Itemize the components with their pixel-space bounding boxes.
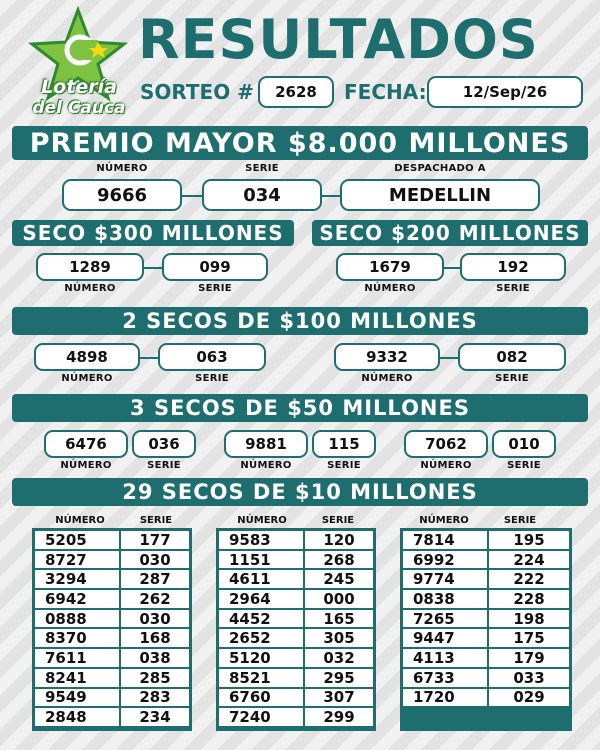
serie-cell: 285 <box>121 669 189 687</box>
serie-cell: 179 <box>489 649 569 667</box>
seco300-serie: 099 <box>162 253 268 281</box>
table-row <box>34 530 190 550</box>
secos10-table-2 <box>216 528 376 731</box>
table-row <box>402 530 570 550</box>
serie-cell: 165 <box>305 610 373 628</box>
premio-despachado: MEDELLIN <box>340 179 540 211</box>
table-row <box>34 609 190 629</box>
secos100-serie: 082 <box>458 343 566 371</box>
numero-cell: 6992 <box>403 551 487 569</box>
seco300-serie-label: SERIE <box>198 283 232 294</box>
fecha-label: FECHA: <box>344 80 427 104</box>
col-header-serie: SERIE <box>503 515 537 526</box>
secos50-serie: 010 <box>492 430 556 458</box>
serie-cell: 030 <box>121 610 189 628</box>
table-row <box>402 628 570 648</box>
serie-cell: 195 <box>489 531 569 549</box>
seco200-serie-label: SERIE <box>496 283 530 294</box>
sorteo-value: 2628 <box>258 76 334 108</box>
secos10-table-1 <box>32 528 192 731</box>
table-row <box>34 569 190 589</box>
table-row <box>218 569 374 589</box>
connector <box>142 267 164 269</box>
numero-cell: 7240 <box>219 708 303 726</box>
page-title: RESULTADOS <box>138 8 539 71</box>
table-row <box>218 530 374 550</box>
secos50-serie-label: SERIE <box>147 460 181 471</box>
table-row <box>402 668 570 688</box>
numero-cell: 2848 <box>35 708 119 726</box>
table-row <box>218 648 374 668</box>
serie-cell: 033 <box>489 669 569 687</box>
seco300-title: SECO $300 MILLONES <box>12 220 294 246</box>
seco300-numero: 1289 <box>36 253 144 281</box>
table-row <box>218 688 374 708</box>
secos100-numero: 9332 <box>334 343 440 371</box>
numero-cell: 6733 <box>403 669 487 687</box>
serie-cell: 029 <box>489 689 569 707</box>
serie-cell: 228 <box>489 590 569 608</box>
serie-cell: 222 <box>489 570 569 588</box>
sorteo-label: SORTEO # <box>140 80 254 104</box>
serie-cell: 000 <box>305 590 373 608</box>
col-header-numero: NÚMERO <box>419 515 469 526</box>
secos50-serie-label: SERIE <box>327 460 361 471</box>
connector <box>180 195 204 197</box>
seco200-numero: 1679 <box>336 253 444 281</box>
serie-cell: 245 <box>305 570 373 588</box>
numero-cell: 2652 <box>219 629 303 647</box>
serie-cell: 283 <box>121 689 189 707</box>
secos100-numero-label: NÚMERO <box>361 373 413 384</box>
table-row <box>34 688 190 708</box>
connector <box>320 195 342 197</box>
table-row <box>402 550 570 570</box>
premio-despachado-label: DESPACHADO A <box>394 163 486 174</box>
numero-cell: 2964 <box>219 590 303 608</box>
seco200-numero-label: NÚMERO <box>364 283 416 294</box>
table-row <box>34 668 190 688</box>
serie-cell: 168 <box>121 629 189 647</box>
premio-numero-label: NÚMERO <box>96 163 148 174</box>
secos50-numero-label: NÚMERO <box>240 460 292 471</box>
numero-cell: 8241 <box>35 669 119 687</box>
table-row <box>402 648 570 668</box>
numero-cell: 1720 <box>403 689 487 707</box>
secos50-numero: 7062 <box>404 430 488 458</box>
secos100-serie: 063 <box>158 343 266 371</box>
secos50-numero-label: NÚMERO <box>420 460 472 471</box>
serie-cell: 032 <box>305 649 373 667</box>
numero-cell: 8521 <box>219 669 303 687</box>
table-row <box>218 628 374 648</box>
premio-numero: 9666 <box>62 179 182 211</box>
col-header-serie: SERIE <box>321 515 355 526</box>
table-row <box>402 688 570 708</box>
serie-cell: 175 <box>489 629 569 647</box>
secos100-title: 2 SECOS DE $100 MILLONES <box>12 307 588 335</box>
serie-cell: 268 <box>305 551 373 569</box>
table-row <box>34 550 190 570</box>
serie-cell: 295 <box>305 669 373 687</box>
premio-serie: 034 <box>202 179 322 211</box>
secos100-numero: 4898 <box>34 343 140 371</box>
table-row <box>34 648 190 668</box>
numero-cell: 4611 <box>219 570 303 588</box>
serie-cell: 030 <box>121 551 189 569</box>
serie-cell: 262 <box>121 590 189 608</box>
seco200-title: SECO $200 MILLONES <box>312 220 588 246</box>
secos10-table-3 <box>400 528 572 731</box>
col-header-numero: NÚMERO <box>237 515 287 526</box>
numero-cell: 9774 <box>403 570 487 588</box>
numero-cell: 0888 <box>35 610 119 628</box>
serie-cell: 224 <box>489 551 569 569</box>
numero-cell: 7265 <box>403 610 487 628</box>
numero-cell: 7611 <box>35 649 119 667</box>
numero-cell: 9583 <box>219 531 303 549</box>
serie-cell: 234 <box>121 708 189 726</box>
logo-line2: del Cauca <box>32 98 126 118</box>
seco300-numero-label: NÚMERO <box>64 283 116 294</box>
numero-cell: 9549 <box>35 689 119 707</box>
secos100-serie-label: SERIE <box>195 373 229 384</box>
seco200-serie: 192 <box>460 253 566 281</box>
serie-cell: 120 <box>305 531 373 549</box>
premio-mayor-title: PREMIO MAYOR $8.000 MILLONES <box>12 126 588 160</box>
table-row <box>218 668 374 688</box>
secos50-numero: 9881 <box>224 430 308 458</box>
secos50-numero-label: NÚMERO <box>60 460 112 471</box>
premio-serie-label: SERIE <box>245 163 279 174</box>
numero-cell: 0838 <box>403 590 487 608</box>
secos10-title: 29 SECOS DE $10 MILLONES <box>12 478 588 506</box>
serie-cell: 305 <box>305 629 373 647</box>
numero-cell: 8370 <box>35 629 119 647</box>
secos50-title: 3 SECOS DE $50 MILLONES <box>12 394 588 422</box>
table-row <box>402 609 570 629</box>
table-row <box>218 550 374 570</box>
table-row <box>34 707 190 727</box>
numero-cell: 1151 <box>219 551 303 569</box>
serie-cell: 307 <box>305 689 373 707</box>
table-row <box>402 569 570 589</box>
numero-cell: 4452 <box>219 610 303 628</box>
col-header-numero: NÚMERO <box>55 515 105 526</box>
table-row <box>218 707 374 727</box>
table-row <box>218 609 374 629</box>
logo-line1: Lotería <box>41 76 117 98</box>
numero-cell: 3294 <box>35 570 119 588</box>
numero-cell: 5120 <box>219 649 303 667</box>
numero-cell: 4113 <box>403 649 487 667</box>
serie-cell: 198 <box>489 610 569 628</box>
numero-cell: 6760 <box>219 689 303 707</box>
fecha-value: 12/Sep/26 <box>427 76 583 108</box>
serie-cell: 287 <box>121 570 189 588</box>
loteria-logo <box>22 4 134 124</box>
table-row <box>402 589 570 609</box>
numero-cell: 9447 <box>403 629 487 647</box>
numero-cell: 5205 <box>35 531 119 549</box>
secos100-serie-label: SERIE <box>495 373 529 384</box>
serie-cell: 038 <box>121 649 189 667</box>
serie-cell: 177 <box>121 531 189 549</box>
secos100-numero-label: NÚMERO <box>61 373 113 384</box>
secos50-numero: 6476 <box>44 430 128 458</box>
numero-cell: 8727 <box>35 551 119 569</box>
table-row <box>34 589 190 609</box>
numero-cell: 6942 <box>35 590 119 608</box>
numero-cell: 7814 <box>403 531 487 549</box>
secos50-serie: 115 <box>312 430 376 458</box>
secos50-serie: 036 <box>132 430 196 458</box>
table-row <box>218 589 374 609</box>
secos50-serie-label: SERIE <box>507 460 541 471</box>
table-row <box>34 628 190 648</box>
col-header-serie: SERIE <box>139 515 173 526</box>
serie-cell: 299 <box>305 708 373 726</box>
